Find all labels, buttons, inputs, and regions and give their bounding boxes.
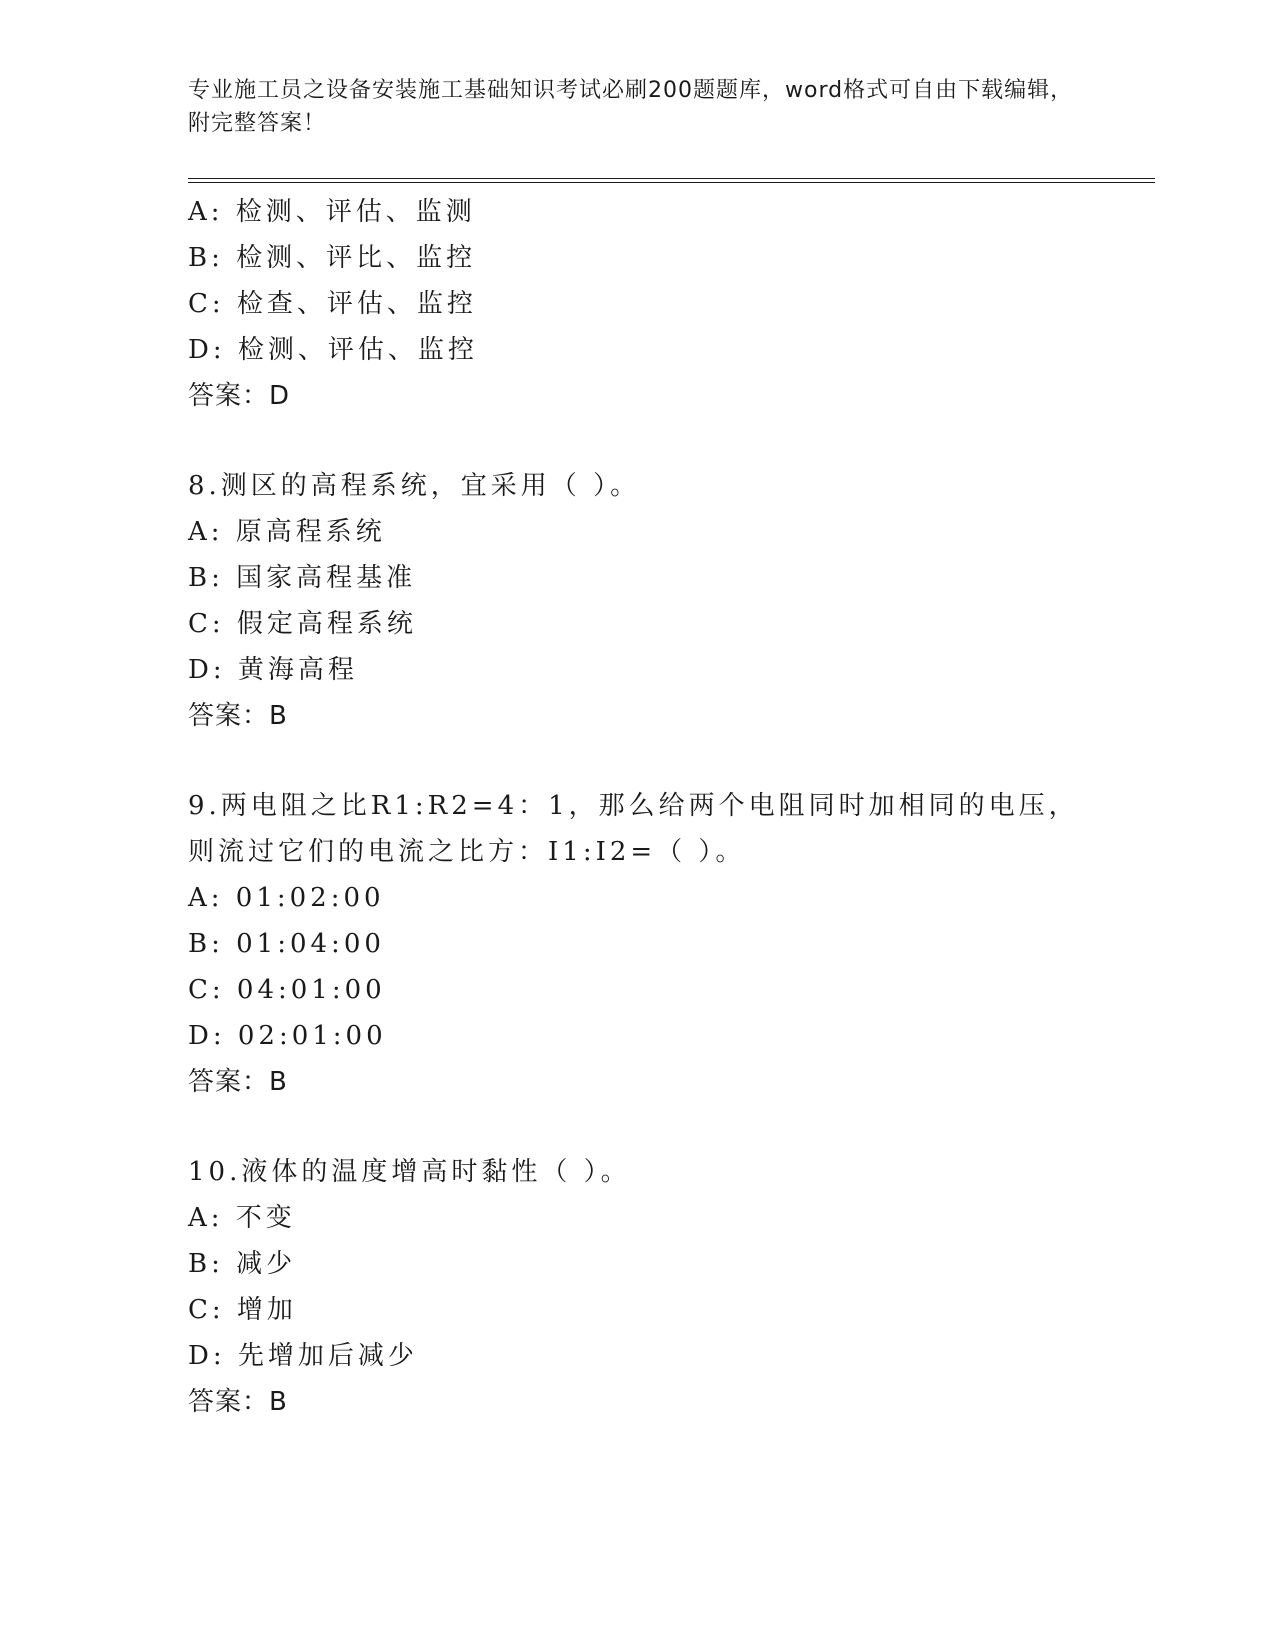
question-title: 10.液体的温度增高时黏性（ ）。 [188,1157,631,1187]
option-a: A: 01:02:00 [188,883,385,913]
option-b: B: 减少 [188,1249,297,1279]
option-b: B: 01:04:00 [188,929,385,959]
question-list [188,189,1088,1425]
option-c: C: 增加 [188,1295,297,1325]
option-a: A: 不变 [188,1203,296,1233]
header-divider [188,178,1155,183]
option-a: A: 原高程系统 [188,517,386,547]
option-d: D: 02:01:00 [188,1021,387,1051]
spacer [188,419,1088,463]
document-header: 专业施工员之设备安装施工基础知识考试必刷200题题库，word格式可自由下载编辑，附完整答案！ [188,78,1074,136]
question-block-10 [188,1149,1088,1425]
spacer [188,1105,1088,1149]
option-a: A: 检测、评估、监测 [188,197,476,227]
option-d: D: 检测、评估、监控 [188,335,478,365]
option-c: C: 检查、评估、监控 [188,289,477,319]
question-block-7 [188,189,1088,419]
answer: 答案：D [188,381,291,411]
question-title: 8.测区的高程系统，宜采用（ ）。 [188,471,641,501]
question-block-8 [188,463,1088,739]
option-b: B: 国家高程基准 [188,563,417,593]
option-b: B: 检测、评比、监控 [188,243,477,273]
answer: 答案：B [188,1387,288,1417]
question-block-9 [188,783,1088,1105]
option-c: C: 假定高程系统 [188,609,417,639]
answer: 答案：B [188,701,288,731]
option-d: D: 先增加后减少 [188,1341,418,1371]
option-d: D: 黄海高程 [188,655,358,685]
option-c: C: 04:01:00 [188,975,386,1005]
answer: 答案：B [188,1067,288,1097]
question-title: 9.两电阻之比R1:R2=4：1，那么给两个电阻同时加相同的电压，则流过它们的电流之比方：I1:I2=（ ）。 [188,791,1079,867]
spacer [188,739,1088,783]
